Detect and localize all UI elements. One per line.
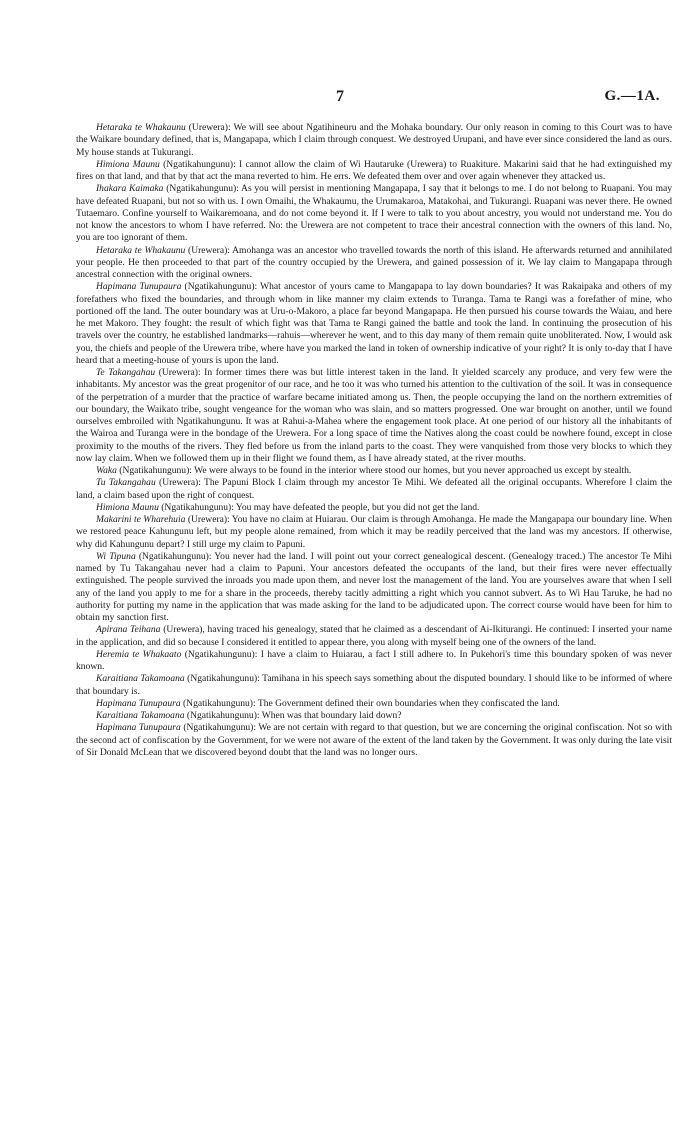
speaker-name: Karaitiana Takamoana (96, 710, 185, 721)
speaker-name: Hapimana Tunupaura (96, 722, 181, 734)
paragraph-text: (Ngatikahungunu): You may have defeated the people, but you did not get the land. (158, 501, 480, 513)
speaker-name: Wi Tipuna (96, 550, 136, 562)
paragraph (76, 722, 672, 759)
speaker-name: Hetaraka te Whakaunu (96, 244, 186, 256)
paragraph (76, 514, 672, 551)
paragraph (76, 281, 672, 367)
paragraph-text: (Urewera), having traced his genealogy, stated that he claimed as a descendant of Ai-Ikiturangi. He continued: I inserted your name in the application, and did so because I considered it entitled to appear there, you along with myself being one of the owners of the land. (76, 624, 672, 648)
paragraph-text: (Urewera): In former times there was but little interest taken in the land. It yielded scarcely any produce, and very few were the inhabitants. My ancestor was the great progenitor of our race, and he too it was who turned his attention to the cultivation of the soil. It was in consequence of the perpetration of a murder that the practice of warfare became initiated among us. Then, the people occupying the land on the northern extremities of our boundary, the Waikato tribe, sought vengeance for the woman who was slain, and so matters progressed. One war brought on another, until we found ourselves embroiled with Ngatikahungunu. It was at Rahui-a-Mahea where the engagement took place. At one period of our history all the inhabitants of the Wairoa and Turanga were in the bondage of the Urewera. For a long space of time the Natives along the coast could be nowhere found, except in close proximity to the mouths of the rivers. They fled before us from the inland parts to the coast. They were vanquished from those very blocks to which they now lay claim. When we followed them up in their flight we found them, as I have already stated, at the river mouths. (76, 367, 672, 464)
page-number: 7 (336, 88, 344, 105)
paragraph (76, 624, 672, 649)
paragraph (76, 245, 672, 282)
speaker-name: Himiona Maunu (96, 158, 160, 170)
speaker-name: Heremia te Whakaato (96, 648, 182, 660)
paragraph (76, 710, 672, 722)
paragraph-text: (Ngatikahungunu): We were always to be found in the interior where stood our homes, but you never approached us except by stealth. (116, 465, 632, 476)
speaker-name: Te Takangahau (96, 367, 156, 378)
paragraph-text: (Ngatikahungunu): I cannot allow the claim of Wi Hautaruke (Urewera) to Ruakiture. Makarini said that he had extinguished my fires on that land, and that by that act the mana reverted to him. He errs. We defeated them over and over again whenever they attacked us. (76, 158, 672, 182)
speaker-name: Hapimana Tunupaura (96, 281, 182, 293)
speaker-name: Ihakara Kaimaka (96, 183, 164, 195)
paragraph-text: (Ngatikahungunu): I have a claim to Huiarau, a fact I still adhere to. In Pukehori's time this boundary spoken of was never known. (76, 648, 672, 672)
paragraph (76, 673, 672, 698)
paragraph (76, 477, 672, 502)
paragraph-text: (Urewera): The Papuni Block I claim through my ancestor Te Mihi. We defeated all the original occupants. Wherefore I claim the land, a claim based upon the right of conquest. (76, 477, 672, 501)
paragraph-text: (Ngatikahungunu): As you will persist in mentioning Mangapapa, I say that it belongs to me. I do not belong to Ruapani. You may have defeated Ruapani, but not so with us. I own Omaihi, the Whakaumu, the Urumakaroa, Matakohai, and Tukurangi. Ruapani was never there. He owned Tutaemaro. Confine yourself to Waikaremoana, and do not come beyond it. If I were to talk to you about ancestry, you would not understand me. You do not know the ancestors to whom I have referred. No: the Urewera are not competent to trace their ancestral connection with the owners of this land. No, you are too ignorant of them. (76, 183, 673, 244)
paragraph (76, 465, 672, 477)
paragraph-text: (Urewera): You have no claim at Huiarau. Our claim is through Amohanga. He made the Mangapapa our boundary line. When we restored peace Kahungunu left, but my people alone remained, from which it may be readily perceived that the land was my ancestors. If otherwise, why did Kahungunu depart? I still urge my claim to Papuni. (76, 514, 672, 550)
paragraph (76, 649, 672, 674)
paragraph-text: (Urewera): Amohanga was an ancestor who travelled towards the north of this island. He afterwards returned and annihilated your people. He then proceeded to that part of the country occupied by the Urewera, and gained possession of it. We lay claim to Mangapapa through ancestral connection with the original owners. (76, 244, 672, 280)
paragraph (76, 183, 672, 244)
speaker-name: Hetaraka te Whakaunu (96, 122, 186, 133)
paragraph-text: (Ngatikahungunu): You never had the land. I will point out your correct genealogical descent. (Genealogy traced.) The ancestor Te Mihi named by Tu Takangahau never had a claim to Papuni. Your ancestors defeated the occupants of the land, but their fires were never effectually extinguished. The people survived the inroads you made upon them, and never lost the management of the land. You are yourselves aware that when I sell any of the land you apply to me for a share in the proceeds, thereby tacitly admitting a right which you cannot subvert. As to Wi Hau Taruke, he had no authority for putting my name in the application that was made asking for the land to be adjudicated upon. The correct course would have been for him to obtain my sanction first. (76, 550, 672, 623)
body-text (76, 122, 672, 759)
paragraph-text: (Ngatikahungunu): We are not certain with regard to that question, but we are concerning the original confiscation. Not so with the second act of confiscation by the Government, for we were not aware of the extent of the land taken by the Government. It was only during the late visit of Sir Donald McLean that we discovered beyond doubt that the land was no longer ours. (76, 722, 672, 758)
paragraph-text: (Ngatikahungunu): The Government defined their own boundaries when they confiscated the land. (180, 697, 560, 709)
speaker-name: Apirana Teihana (96, 624, 161, 636)
paragraph-text: (Urewera): We will see about Ngatihineuru and the Mohaka boundary. Our only reason in coming to this Court was to have the Waikare boundary defined, that is, Mangapapa, which I claim through conquest. We destroyed Urupani, and have ever since considered the land as ours. My house stands at Tukurangi. (76, 122, 672, 158)
paragraph (76, 698, 672, 710)
paragraph (76, 502, 672, 514)
speaker-name: Karaitiana Takamoana (96, 673, 185, 685)
speaker-name: Tu Takangahau (96, 477, 156, 489)
paragraph-text: (Ngatikahungunu): What ancestor of yours came to Mangapapa to lay down boundaries? It was Rakaipaka and others of my forefathers who fixed the boundaries, and through whom in like manner my claim extends to Turanga. Tama te Rangi was a forefather of mine, who portioned off the land. The outer boundary was at Uru-o-Makoro, a place far beyond Mangapapa. He then pursued his course towards the Waiau, and here he met Makoro. They fought: the result of which fight was that Tama te Rangi gained the battle and took the land. In continuing the prosecution of his travels over the country, he established landmarks—rahuis—wherever he went, and to this day many of them remain quite unobliterated. Now, I would ask you, the chiefs and people of the Urewera tribe, where have you marked the land in token of ownership indicative of your right? It is only to-day that I have heard that a meeting-house of yours is upon the land. (76, 281, 673, 366)
speaker-name: Waka (96, 465, 117, 476)
paragraph (76, 159, 672, 184)
speaker-name: Hapimana Tunupaura (96, 697, 181, 709)
speaker-name: Himiona Maunu (96, 501, 159, 513)
paragraph-text: (Ngatikahungunu): When was that boundary laid down? (184, 710, 402, 721)
speaker-name: Makarini te Wharehuia (96, 514, 186, 525)
document-code: G.—1A. (604, 88, 660, 104)
paragraph (76, 122, 672, 159)
page-header (0, 88, 700, 110)
paragraph (76, 551, 672, 625)
paragraph (76, 367, 672, 465)
paragraph-text: (Ngatikahungunu): Tamihana in his speech says something about the disputed boundary. I should like to be informed of where that boundary is. (76, 673, 673, 697)
